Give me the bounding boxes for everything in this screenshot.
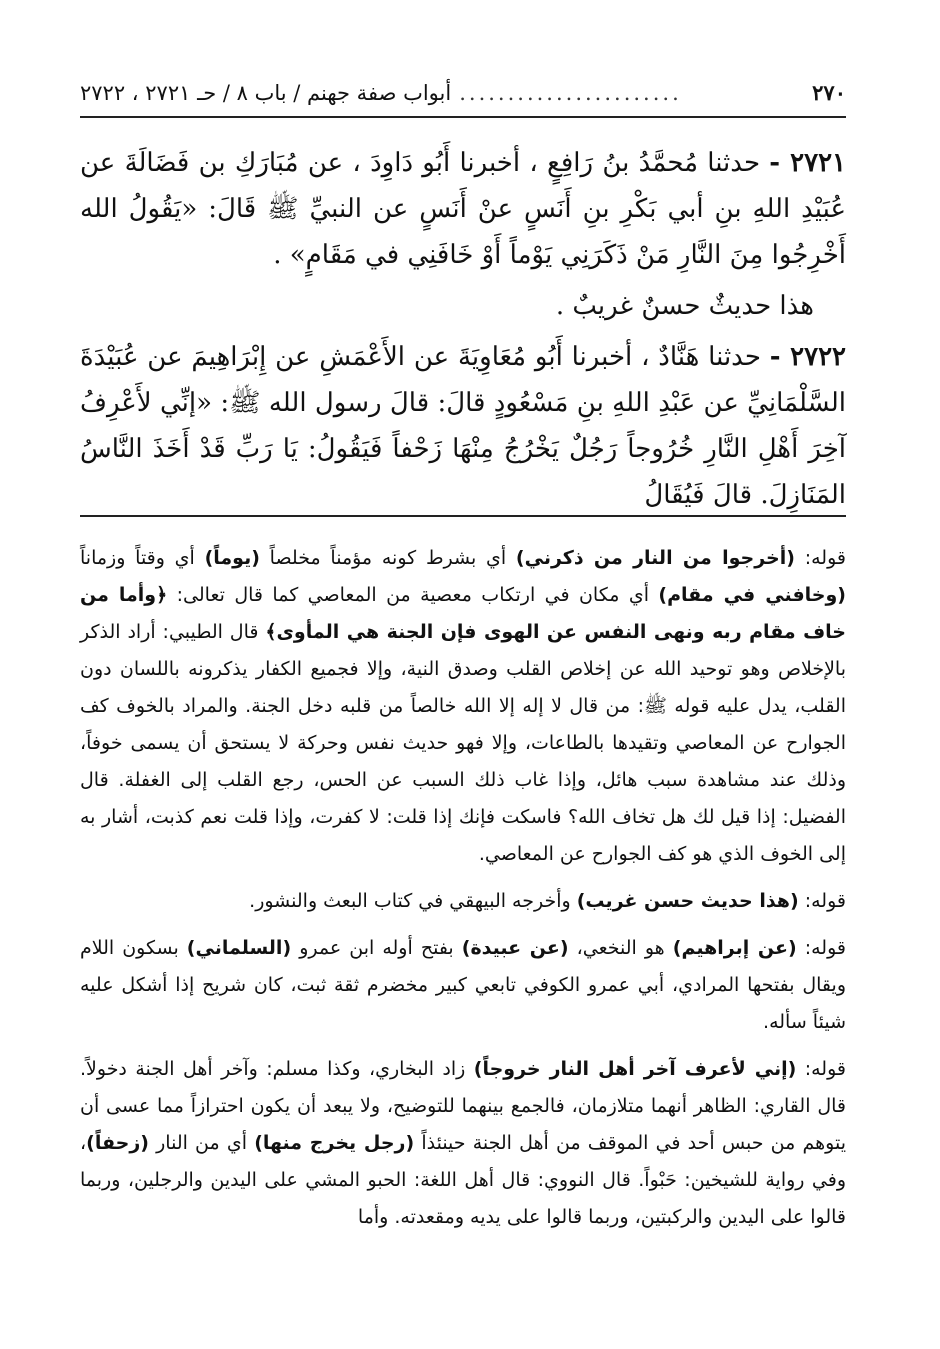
quoted-phrase: ﴿وأما من خاف مقام ربه ونهى النفس عن الهوى فإن الجنة هي المأوى﴾ xyxy=(80,584,846,643)
hadith-2722 xyxy=(80,334,846,518)
quoted-phrase: (عن إبراهيم) xyxy=(672,937,797,959)
leader-dots: ....................... xyxy=(459,81,682,105)
note-lead: قوله: xyxy=(794,547,846,569)
quoted-phrase: (رجل يخرج منها) xyxy=(254,1132,415,1154)
hadith-2721 xyxy=(80,140,846,278)
hadith-number: ٢٧٢٢ - xyxy=(769,342,846,372)
quoted-phrase: (وخافني في مقام) xyxy=(658,584,846,606)
note-text: أي بشرط كونه مؤمناً مخلصاً xyxy=(259,547,516,569)
note-text: هو النخعي، xyxy=(568,937,673,959)
note-text: زاد البخاري، وكذا مسلم: وآخر أهل الجنة دخولاً. قال القاري: الظاهر أنهما متلازمان، فالجمع بينهما للتوضيح، ولا يبعد أن يكون احترازاً مما عسى أن يتوهم من حبس أحد في الموقف من أهل الجنة حينئذاً xyxy=(80,1058,846,1154)
hadith-text: حدثنا هَنَّادٌ ، أخبرنا أَبُو مُعَاوِيَةَ عن الأَعْمَشِ عن إِبْرَاهِيمَ عن عُبَيْدَةَ السَّلْمَانِيِّ عن عَبْدِ اللهِ بنِ مَسْعُودٍ قالَ: قالَ رسول الله ﷺ: «إنِّي لأَعْرِفُ آخِرَ أَهْلِ النَّارِ خُرُوجاً رَجُلٌ يَخْرُجُ مِنْهَا زَحْفاً فَيَقُولُ: يَا رَبِّ قَدْ أَخَذَ النَّاسُ المَنَازِلَ. قالَ فَيُقَالُ xyxy=(80,342,846,510)
commentary-note xyxy=(80,930,846,1041)
hadith-text: حدثنا مُحمَّدُ بنُ رَافِعٍ ، أخبرنا أَبُو دَاوِدَ ، عن مُبَارَكِ بن فَضَالَةَ عن عُبَيْدِ اللهِ بنِ أبي بَكْرِ بنِ أَنَسٍ عنْ أَنَسٍ عن النبيِّ ﷺ قَالَ: «يَقُولُ الله أَخْرِجُوا مِنَ النَّارِ مَنْ ذَكَرَنِي يَوْماً أَوْ خَافَنِي في مَقَامٍ» . xyxy=(80,148,846,270)
commentary-note xyxy=(80,1051,846,1236)
page-number: ٢٧٠ xyxy=(812,80,846,105)
chapter-title: أبواب صفة جهنم / باب ٨ / حـ ٢٧٢١ ، ٢٧٢٢ xyxy=(80,81,452,105)
commentary-note xyxy=(80,883,846,920)
hadith-number: ٢٧٢١ - xyxy=(769,148,847,178)
quoted-phrase: (أخرجوا من النار من ذكرني) xyxy=(515,547,795,569)
note-lead: قوله: xyxy=(796,1058,846,1080)
quoted-phrase: (السلماني) xyxy=(186,937,292,959)
running-header xyxy=(80,80,846,118)
quoted-phrase: (زحفاً) xyxy=(86,1132,149,1154)
hadith-section xyxy=(80,140,846,524)
note-text: أي من النار xyxy=(148,1132,255,1154)
commentary-section xyxy=(80,540,846,1246)
note-text: أي مكان في ارتكاب معصية من المعاصي كما قال تعالى: xyxy=(167,584,659,606)
section-divider xyxy=(80,515,846,517)
note-text: ، وفي رواية للشيخين: حَبْواً. قال النووي: قال أهل اللغة: الحبو المشي على اليدين والرجلين، وربما قالوا على اليدين والركبتين، وربما قالوا على يديه ومقعدته. وأما xyxy=(80,1132,846,1228)
note-text: أي وقتاً وزماناً xyxy=(80,547,205,569)
note-lead: قوله: xyxy=(796,937,846,959)
commentary-note xyxy=(80,540,846,873)
note-lead: قوله: xyxy=(798,890,846,912)
quoted-phrase: (يوماً) xyxy=(204,547,260,569)
note-text: بسكون اللام ويقال بفتحها المرادي، أبي عمرو الكوفي تابعي كبير مخضرم ثقة ثبت، كان شريح إذا أشكل عليه شيئاً سأله. xyxy=(80,937,846,1033)
quoted-phrase: (عن عبيدة) xyxy=(461,937,569,959)
quoted-phrase: (إني لأعرف آخر أهل النار خروجاً) xyxy=(473,1058,797,1080)
quoted-phrase: (هذا حديث حسن غريب) xyxy=(576,890,799,912)
hadith-verdict: هذا حديثٌ حسنٌ غريبٌ . xyxy=(555,291,814,321)
note-text: قال الطيبي: أراد الذكر بالإخلاص وهو توحيد الله عن إخلاص القلب وصدق النية، وإلا فجميع الكفار يذكرونه باللسان دون القلب، يدل عليه قوله ﷺ: من قال لا إله إلا الله خالصاً من قلبه دخل الجنة. والمراد بالخوف كف الجوارح عن المعاصي وتقيدها بالطاعات، وإلا فهو حديث نفس وحركة لا يستحق أن يسمى خوفاً، وذلك عند مشاهدة سبب هائل، وإذا غاب ذلك السبب عن الحس، رجع القلب إلى الغفلة. قال الفضيل: إذا قيل لك هل تخاف الله؟ فاسكت فإنك إذا قلت: لا كفرت، وإذا قلت نعم كذبت، أشار به إلى الخوف الذي هو كف الجوارح عن المعاصي. xyxy=(80,621,846,865)
note-text: وأخرجه البيهقي في كتاب البعث والنشور. xyxy=(249,890,577,912)
note-text: بفتح أوله ابن عمرو xyxy=(291,937,462,959)
